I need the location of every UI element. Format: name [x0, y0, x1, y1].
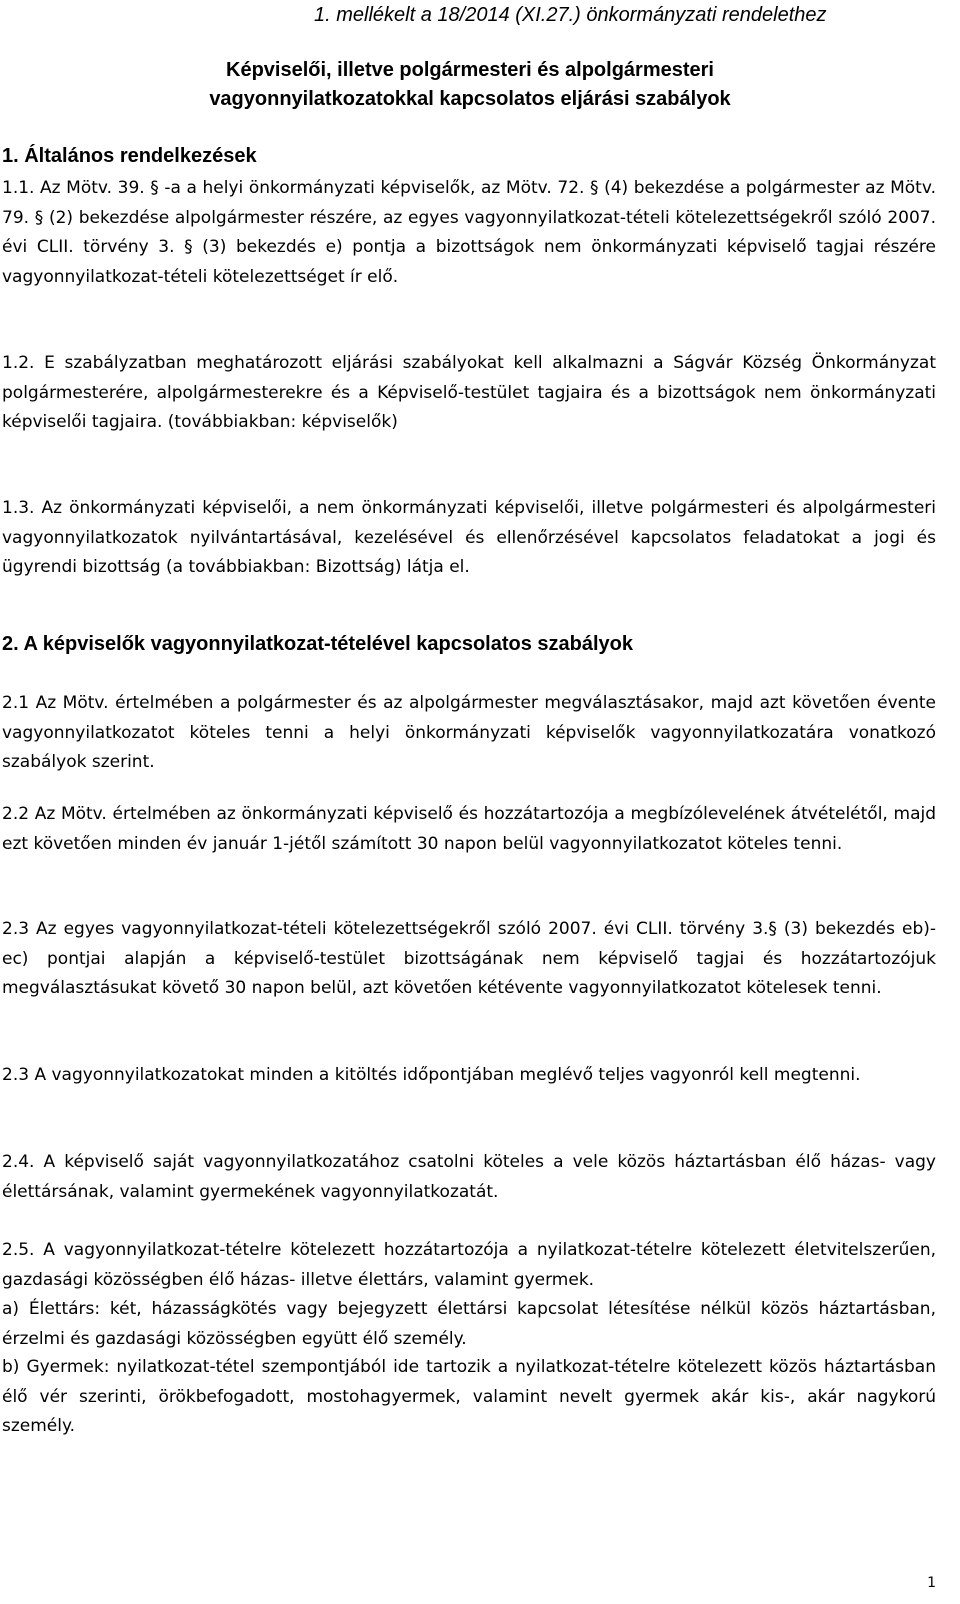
section-heading-general-provisions: 1. Általános rendelkezések [2, 145, 257, 167]
paragraph-1-1: 1.1. Az Mötv. 39. § -a a helyi önkormányzati képviselők, az Mötv. 72. § (4) bekezdése a polgármester az Mötv. 79. § (2) bekezdése alpolgármester részére, az egyes vagyonnyilatkozat-tételi kötelezettségekről szóló 2007. évi CLII. törvény 3. § (3) bekezdés e) pontja a bizottságok nem önkormányzati képviselő tagjai részére vagyonnyilatkozat-tételi kötelezettséget ír elő. [2, 178, 936, 287]
paragraph-2-3-b: 2.3 A vagyonnyilatkozatokat minden a kitöltés időpontjában meglévő teljes vagyonról kell megtenni. [2, 1065, 861, 1085]
paragraph-2-5: 2.5. A vagyonnyilatkozat-tételre kötelezett hozzátartozója a nyilatkozat-tételre kötelezett életvitelszerűen, gazdasági közösségben élő házas- illetve élettárs, valamint gyermek. [2, 1240, 936, 1290]
paragraph-2-2: 2.2 Az Mötv. értelmében az önkormányzati képviselő és hozzátartozója a megbízólevelének átvételétől, majd ezt követően minden év január 1-jétől számított 30 napon belül vagyonnyilatkozatot köteles tenni. [2, 804, 936, 854]
paragraph-2-4: 2.4. A képviselő saját vagyonnyilatkozatához csatolni köteles a vele közös háztartásban élő házas- vagy élettársának, valamint gyermekének vagyonnyilatkozatát. [2, 1152, 936, 1202]
page-number: 1 [927, 1575, 936, 1591]
annex-note: 1. mellékelt a 18/2014 (XI.27.) önkormányzati rendelethez [314, 4, 827, 26]
paragraph-2-3: 2.3 Az egyes vagyonnyilatkozat-tételi kötelezettségekről szóló 2007. évi CLII. törvény 3.§ (3) bekezdés eb)-ec) pontjai alapján a képviselő-testület bizottságának nem képviselő tagjai és hozzátartozójuk megválasztásukat követő 30 napon belül, azt követően kétévente vagyonnyilatkozatot kötelesek tenni. [2, 919, 936, 998]
paragraph-2-5-b: b) Gyermek: nyilatkozat-tétel szempontjából ide tartozik a nyilatkozat-tételre kötelezett közös háztartásban élő vér szerinti, örökbefogadott, mostohagyermek, valamint nevelt gyermek akár kis-, akár nagykorú személy. [2, 1357, 936, 1436]
paragraph-1-2: 1.2. E szabályzatban meghatározott eljárási szabályokat kell alkalmazni a Ságvár Község Önkormányzat polgármesterére, alpolgármesterekre és a Képviselő-testület tagjaira és a bizottságok nem önkormányzati képviselői tagjaira. (továbbiakban: képviselők) [2, 353, 936, 432]
section-heading-declaration-rules: 2. A képviselők vagyonnyilatkozat-tételével kapcsolatos szabályok [2, 633, 634, 655]
paragraph-2-1: 2.1 Az Mötv. értelmében a polgármester és az alpolgármester megválasztásakor, majd azt követően évente vagyonnyilatkozatot köteles tenni a helyi önkormányzati képviselők vagyonnyilatkozatára vonatkozó szabályok szerint. [2, 693, 936, 772]
document-title [0, 56, 940, 114]
document-title-line-1: Képviselői, illetve polgármesteri és alpolgármesteri [226, 59, 714, 81]
document-title-line-2: vagyonnyilatkozatokkal kapcsolatos eljárási szabályok [209, 88, 731, 110]
paragraph-2-5-a: a) Élettárs: két, házasságkötés vagy bejegyzett élettársi kapcsolat létesítése nélkül közös háztartásban, érzelmi és gazdasági közösségben együtt élő személy. [2, 1299, 936, 1349]
paragraph-1-3: 1.3. Az önkormányzati képviselői, a nem önkormányzati képviselői, illetve polgármesteri és alpolgármesteri vagyonnyilatkozatok nyilvántartásával, kezelésével és ellenőrzésével kapcsolatos feladatokat a jogi és ügyrendi bizottság (a továbbiakban: Bizottság) látja el. [2, 498, 936, 577]
